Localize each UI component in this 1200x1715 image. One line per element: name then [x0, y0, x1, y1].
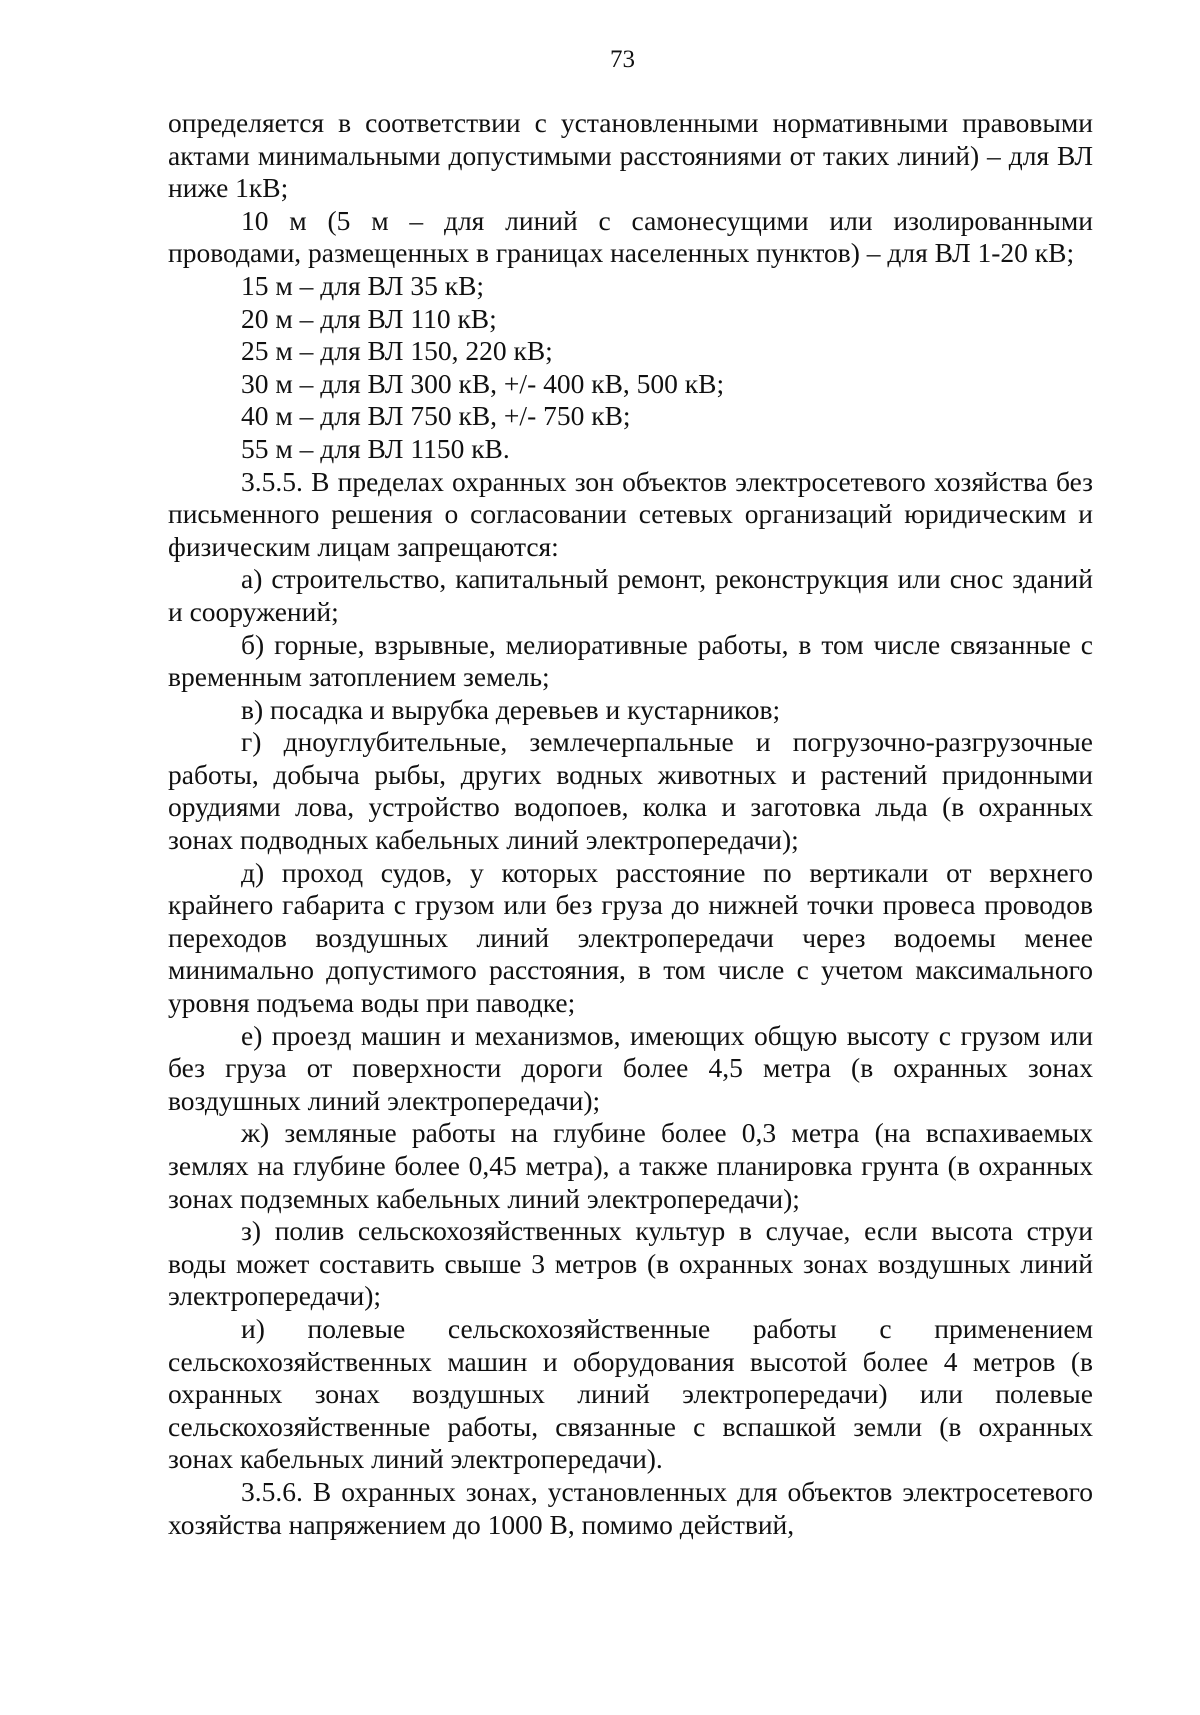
paragraph-item-a: а) строительство, капитальный ремонт, реконструкция или снос зданий и сооружений; — [168, 563, 1093, 627]
paragraph-3-5-6: 3.5.6. В охранных зонах, установленных для объектов электросетевого хозяйства напряжением до 1000 В, помимо действий, — [168, 1475, 1093, 1540]
paragraph-item-d: д) проход судов, у которых расстояние по вертикали от верхнего крайнего габарита с грузом или без груза до нижней точки провеса проводов переходов воздушных линий электропередачи через водоемы менее минимально допустимого расстояния, в том числе с учетом максимального уровня подъема воды при паводке; — [168, 856, 1093, 1019]
paragraph-distance-1-20kv: 10 м (5 м – для линий с самонесущими или изолированными проводами, размещенных в границах населенных пунктов) – для ВЛ 1-20 кВ; — [168, 204, 1093, 269]
page-number: 73 — [610, 46, 635, 73]
list-item-35kv: 15 м – для ВЛ 35 кВ; — [241, 269, 485, 301]
list-item-1150kv: 55 м – для ВЛ 1150 кВ. — [241, 432, 510, 464]
paragraph-item-zh: ж) земляные работы на глубине более 0,3 метра (на вспахиваемых землях на глубине более 0,45 метра), а также планировка грунта (в охранных зонах подземных кабельных линий электропередачи); — [168, 1117, 1093, 1214]
paragraph-item-v: в) посадка и вырубка деревьев и кустарников; — [241, 693, 781, 725]
paragraph-item-b: б) горные, взрывные, мелиоративные работы, в том числе связанные с временным затоплением земель; — [168, 628, 1093, 693]
list-item-110kv: 20 м – для ВЛ 110 кВ; — [241, 302, 497, 334]
list-item-300-500kv: 30 м – для ВЛ 300 кВ, +/- 400 кВ, 500 кВ; — [241, 367, 725, 399]
paragraph-3-5-5: 3.5.5. В пределах охранных зон объектов электросетевого хозяйства без письменного решения о согласовании сетевых организаций юридическим и физическим лицам запрещаются: — [168, 465, 1093, 562]
document-body — [168, 107, 1093, 1541]
paragraph-item-z: з) полив сельскохозяйственных культур в случае, если высота струи воды может составить свыше 3 метров (в охранных зонах воздушных линий электропередачи); — [168, 1215, 1093, 1312]
paragraph-continuation: определяется в соответствии с установленными нормативными правовыми актами минимальными допустимыми расстояниями от таких линий) – для ВЛ ниже 1кВ; — [168, 107, 1093, 204]
paragraph-item-e: е) проезд машин и механизмов, имеющих общую высоту с грузом или без груза от поверхности дороги более 4,5 метра (в охранных зонах воздушных линий электропередачи); — [168, 1019, 1093, 1116]
paragraph-item-i: и) полевые сельскохозяйственные работы с применением сельскохозяйственных машин и оборудования высотой более 4 метров (в охранных зонах воздушных линий электропередачи) или полевые сельскохозяйственные работы, связанные с вспашкой земли (в охранных зонах кабельных линий электропередачи). — [168, 1312, 1093, 1475]
list-item-150-220kv: 25 м – для ВЛ 150, 220 кВ; — [241, 335, 553, 367]
paragraph-item-g: г) дноуглубительные, землечерпальные и погрузочно-разгрузочные работы, добыча рыбы, других водных животных и растений придонными орудиями лова, устройство водопоев, колка и заготовка льда (в охранных зонах подводных кабельных линий электропередачи); — [168, 726, 1093, 856]
list-item-750kv: 40 м – для ВЛ 750 кВ, +/- 750 кВ; — [241, 400, 631, 432]
